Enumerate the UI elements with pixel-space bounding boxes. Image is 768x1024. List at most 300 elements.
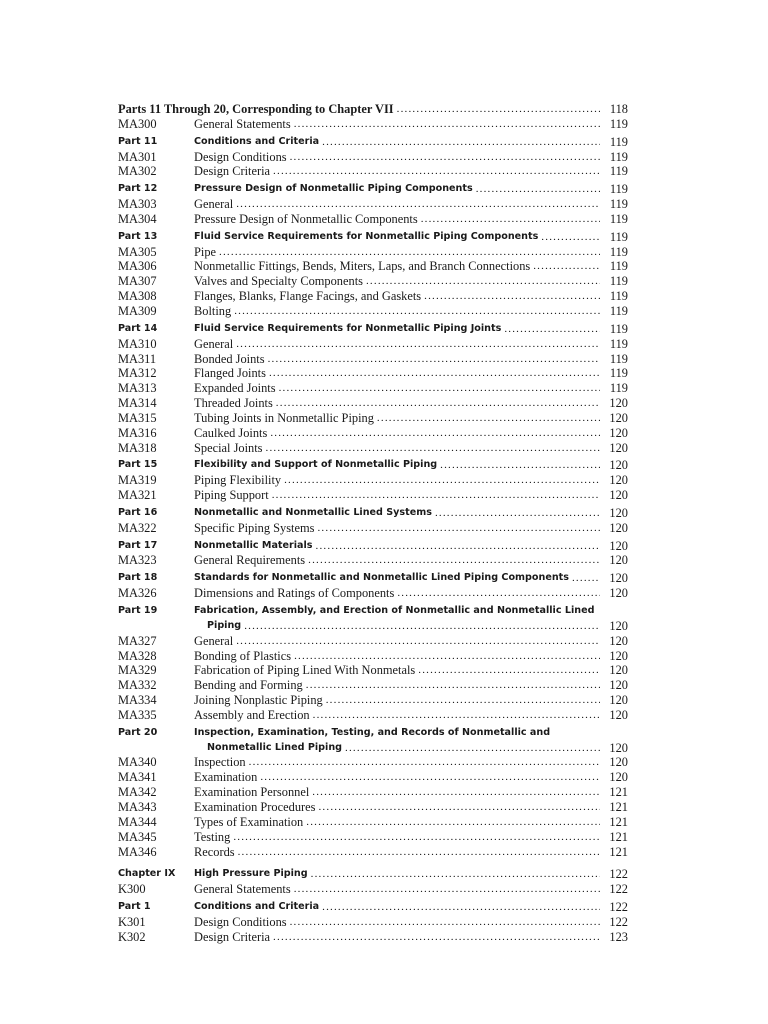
toc-title: Tubing Joints in Nonmetallic Piping (194, 410, 374, 425)
dot-leader (290, 150, 600, 165)
toc-title: Bonding of Plastics (194, 648, 292, 663)
toc-title-wrap (194, 337, 600, 352)
toc-code: MA322 (118, 520, 157, 535)
table-of-contents (118, 102, 628, 945)
toc-title: High Pressure Piping (194, 868, 308, 880)
toc-page-number: 120 (609, 755, 628, 770)
dot-leader (397, 102, 600, 117)
toc-page-number: 119 (609, 336, 628, 351)
toc-page-number: 118 (609, 102, 628, 116)
toc-page-number: 119 (609, 182, 628, 197)
toc-title: Design Criteria (194, 164, 271, 179)
toc-code: MA335 (118, 707, 157, 722)
dot-leader (273, 164, 600, 179)
toc-title: Expanded Joints (194, 381, 276, 396)
toc-code: MA332 (118, 678, 157, 693)
toc-title-wrap (194, 381, 600, 396)
toc-page-number: 122 (609, 867, 628, 882)
toc-title-wrap (194, 164, 600, 179)
toc-entry (118, 396, 628, 411)
toc-entry (118, 426, 628, 441)
toc-title-wrap (194, 322, 600, 337)
toc-title: Pipe (194, 244, 217, 259)
toc-title: Flanges, Blanks, Flange Facings, and Gaskets (194, 289, 422, 304)
toc-entry (118, 830, 628, 845)
toc-title: General Statements (194, 882, 291, 897)
dot-leader (421, 212, 600, 227)
toc-title-wrap (207, 619, 600, 634)
dot-leader (440, 458, 600, 473)
toc-title-wrap (194, 693, 600, 708)
toc-title-wrap (194, 135, 600, 150)
toc-page-number: 120 (609, 440, 628, 455)
toc-page-number: 120 (609, 633, 628, 648)
toc-title: Joining Nonplastic Piping (194, 693, 323, 708)
toc-title: Assembly and Erection (194, 707, 310, 722)
toc-title-wrap (194, 882, 600, 897)
dot-leader (269, 366, 600, 381)
toc-page-number: 120 (609, 410, 628, 425)
toc-title: Nonmetallic Fittings, Bends, Miters, Laps, and Branch Connections (194, 259, 531, 274)
toc-code: Part 13 (118, 230, 158, 242)
toc-entry (118, 755, 628, 770)
toc-page-number: 122 (609, 900, 628, 915)
toc-part-heading (118, 867, 628, 882)
toc-part-heading (118, 900, 628, 915)
dot-leader (294, 649, 600, 664)
toc-part-heading (118, 726, 628, 741)
toc-title-wrap (194, 289, 600, 304)
toc-code: Part 17 (118, 539, 158, 551)
toc-title-wrap (194, 197, 600, 212)
toc-entry (118, 693, 628, 708)
dot-leader (290, 915, 600, 930)
dot-leader (270, 426, 600, 441)
toc-page-number: 119 (609, 366, 628, 381)
dot-leader (435, 506, 600, 521)
toc-entry (118, 586, 628, 601)
toc-page-number: 120 (609, 693, 628, 708)
toc-code: MA328 (118, 648, 157, 663)
dot-leader (312, 785, 600, 800)
toc-title: Examination (194, 770, 258, 785)
toc-title-wrap (194, 604, 600, 619)
toc-title: Inspection, Examination, Testing, and Records of Nonmetallic and (194, 726, 551, 738)
toc-page-number: 119 (609, 321, 628, 336)
toc-code: MA309 (118, 303, 157, 318)
toc-page-number: 121 (609, 785, 628, 800)
toc-part-heading (118, 135, 628, 150)
toc-title-wrap (194, 915, 600, 930)
toc-code: Part 14 (118, 322, 158, 334)
toc-page-number: 119 (609, 211, 628, 226)
toc-title: Piping (207, 619, 242, 631)
toc-code: MA344 (118, 814, 157, 829)
toc-code: Part 12 (118, 183, 158, 195)
toc-page-number: 121 (609, 844, 628, 859)
dot-leader (504, 322, 600, 337)
toc-entry (118, 381, 628, 396)
toc-title-wrap (194, 245, 600, 260)
dot-leader (306, 815, 600, 830)
toc-title: Design Conditions (194, 914, 287, 929)
toc-part-heading (118, 604, 628, 619)
toc-code: MA329 (118, 663, 157, 678)
dot-leader (326, 693, 600, 708)
toc-code: K300 (118, 882, 146, 897)
toc-title-wrap (194, 182, 600, 197)
toc-title-wrap (207, 741, 600, 756)
toc-entry (118, 930, 628, 945)
toc-page-number: 120 (609, 396, 628, 411)
toc-title-wrap (194, 150, 600, 165)
toc-title: Piping Support (194, 488, 269, 503)
toc-code: MA310 (118, 336, 157, 351)
toc-title-wrap (194, 441, 600, 456)
toc-title-wrap (194, 396, 600, 411)
toc-title: General (194, 633, 234, 648)
toc-title-wrap (194, 458, 600, 473)
toc-title: Dimensions and Ratings of Components (194, 586, 395, 601)
toc-title-wrap (194, 785, 600, 800)
toc-page-number: 120 (609, 488, 628, 503)
toc-page-number: 119 (609, 244, 628, 259)
toc-title: Design Conditions (194, 149, 287, 164)
toc-title-wrap (194, 539, 600, 554)
toc-code: MA305 (118, 244, 157, 259)
toc-title: Pressure Design of Nonmetallic Piping Components (194, 183, 473, 195)
toc-page-number: 120 (609, 520, 628, 535)
toc-title: Nonmetallic Materials (194, 539, 313, 551)
toc-code: MA343 (118, 799, 157, 814)
dot-leader (234, 304, 600, 319)
dot-leader (266, 441, 601, 456)
toc-entry (118, 815, 628, 830)
dot-leader (236, 197, 600, 212)
toc-code: Part 20 (118, 726, 158, 738)
toc-title-wrap (194, 930, 600, 945)
toc-page-number: 122 (609, 914, 628, 929)
toc-page-number: 119 (609, 197, 628, 212)
toc-page-number: 120 (609, 707, 628, 722)
toc-title-wrap (194, 663, 600, 678)
toc-part-heading (118, 458, 628, 473)
toc-code: Part 1 (118, 901, 151, 913)
toc-title-wrap (194, 521, 600, 536)
toc-title: Parts 11 Through 20, Corresponding to Chapter VII (118, 102, 394, 116)
toc-code: MA319 (118, 473, 157, 488)
toc-title: General Requirements (194, 553, 306, 568)
toc-entry (118, 150, 628, 165)
toc-title-wrap (194, 800, 600, 815)
toc-page-number: 120 (609, 648, 628, 663)
toc-title: Inspection (194, 755, 246, 770)
toc-title: Examination Personnel (194, 785, 310, 800)
toc-entry (118, 197, 628, 212)
toc-title: Flanged Joints (194, 366, 266, 381)
toc-page-number: 123 (609, 929, 628, 944)
toc-code: MA341 (118, 770, 157, 785)
dot-leader (276, 396, 600, 411)
toc-title: General (194, 197, 234, 212)
toc-page-number: 119 (609, 289, 628, 304)
toc-page-number: 119 (609, 381, 628, 396)
toc-title-wrap (194, 212, 600, 227)
toc-page-number: 120 (609, 473, 628, 488)
dot-leader (313, 708, 600, 723)
dot-leader (418, 663, 600, 678)
toc-title-wrap (194, 649, 600, 664)
toc-title: Nonmetallic Lined Piping (207, 741, 343, 753)
toc-code: MA304 (118, 211, 157, 226)
dot-leader (279, 381, 600, 396)
toc-entry (118, 259, 628, 274)
dot-leader (345, 741, 600, 756)
toc-page-number: 120 (609, 538, 628, 553)
toc-entry (118, 882, 628, 897)
dot-leader (322, 900, 600, 915)
toc-entry (118, 441, 628, 456)
toc-page-number: 121 (609, 814, 628, 829)
toc-title-wrap (194, 586, 600, 601)
toc-page-number: 120 (609, 458, 628, 473)
toc-entry (118, 289, 628, 304)
toc-page-number: 120 (609, 740, 628, 755)
toc-title: Bonded Joints (194, 351, 265, 366)
toc-title: Design Criteria (194, 929, 271, 944)
toc-entry (118, 245, 628, 260)
toc-title-wrap (194, 230, 600, 245)
toc-title: Specific Piping Systems (194, 520, 315, 535)
toc-code: Part 16 (118, 506, 158, 518)
toc-title-wrap (194, 845, 600, 860)
toc-part-heading (118, 619, 628, 634)
toc-page-number: 120 (609, 586, 628, 601)
toc-code: MA312 (118, 366, 157, 381)
dot-leader (294, 882, 600, 897)
dot-leader (236, 634, 600, 649)
toc-title-wrap (194, 304, 600, 319)
toc-title: Fluid Service Requirements for Nonmetallic Piping Components (194, 230, 539, 242)
toc-entry (118, 274, 628, 289)
toc-code: MA316 (118, 425, 157, 440)
toc-code: MA323 (118, 553, 157, 568)
dot-leader (533, 259, 600, 274)
toc-title-wrap (194, 900, 600, 915)
toc-title: Threaded Joints (194, 396, 273, 411)
toc-code: Part 11 (118, 135, 158, 147)
dot-leader (424, 289, 600, 304)
toc-title: Nonmetallic and Nonmetallic Lined Systems (194, 506, 432, 518)
dot-leader (236, 337, 600, 352)
dot-leader (233, 830, 600, 845)
dot-leader (316, 539, 600, 554)
toc-title: Conditions and Criteria (194, 135, 320, 147)
toc-title-wrap (194, 678, 600, 693)
toc-page-number: 122 (609, 882, 628, 897)
toc-page-number: 119 (609, 274, 628, 289)
toc-title: Fabrication of Piping Lined With Nonmetals (194, 663, 416, 678)
dot-leader (249, 755, 600, 770)
dot-leader (260, 770, 600, 785)
toc-entry (118, 366, 628, 381)
toc-entry (118, 212, 628, 227)
toc-title-wrap (118, 102, 600, 117)
toc-code: MA308 (118, 289, 157, 304)
toc-part-heading (118, 506, 628, 521)
toc-page-number: 120 (609, 553, 628, 568)
toc-page-number: 119 (609, 149, 628, 164)
dot-leader (268, 352, 600, 367)
toc-entry (118, 800, 628, 815)
toc-part-heading (118, 322, 628, 337)
toc-page-number: 119 (609, 259, 628, 274)
dot-leader (317, 521, 600, 536)
dot-leader (294, 117, 600, 132)
toc-entry (118, 553, 628, 568)
toc-title: General Statements (194, 116, 291, 131)
toc-title-wrap (194, 815, 600, 830)
toc-title-wrap (194, 473, 600, 488)
dot-leader (541, 230, 600, 245)
toc-code: MA313 (118, 381, 157, 396)
toc-entry (118, 845, 628, 860)
toc-code: Chapter IX (118, 868, 176, 880)
toc-page-number: 120 (609, 505, 628, 520)
dot-leader (476, 182, 600, 197)
toc-entry (118, 411, 628, 426)
dot-leader (219, 245, 600, 260)
toc-code: MA314 (118, 396, 157, 411)
toc-title-wrap (194, 553, 600, 568)
toc-page-number: 120 (609, 663, 628, 678)
toc-title: Caulked Joints (194, 425, 268, 440)
toc-page-number: 120 (609, 425, 628, 440)
toc-entry (118, 337, 628, 352)
toc-entry (118, 770, 628, 785)
toc-title-wrap (194, 634, 600, 649)
toc-page-number: 120 (609, 571, 628, 586)
toc-title: Bending and Forming (194, 678, 303, 693)
dot-leader (311, 867, 600, 882)
toc-part-heading (118, 571, 628, 586)
dot-leader (272, 488, 600, 503)
toc-title: Testing (194, 829, 231, 844)
toc-title-wrap (194, 867, 600, 882)
toc-title-wrap (194, 571, 600, 586)
toc-code: K302 (118, 929, 146, 944)
dot-leader (597, 604, 600, 619)
toc-entry (118, 785, 628, 800)
toc-title: Flexibility and Support of Nonmetallic Piping (194, 459, 438, 471)
toc-entry (118, 352, 628, 367)
dot-leader (322, 135, 600, 150)
toc-title-wrap (194, 426, 600, 441)
dot-leader (308, 553, 600, 568)
toc-part-heading (118, 182, 628, 197)
toc-code: MA327 (118, 633, 157, 648)
toc-code: MA326 (118, 586, 157, 601)
toc-title-wrap (194, 708, 600, 723)
toc-page-number: 120 (609, 678, 628, 693)
toc-entry (118, 304, 628, 319)
toc-title: Valves and Specialty Components (194, 274, 363, 289)
toc-code: Part 15 (118, 459, 158, 471)
toc-entry (118, 521, 628, 536)
toc-entry (118, 663, 628, 678)
toc-part-heading (118, 230, 628, 245)
toc-title: Types of Examination (194, 814, 304, 829)
toc-page-number: 121 (609, 799, 628, 814)
toc-title: Fluid Service Requirements for Nonmetallic Piping Joints (194, 322, 502, 334)
toc-code: Part 19 (118, 605, 158, 616)
toc-code: MA302 (118, 164, 157, 179)
dot-leader (366, 274, 600, 289)
toc-entry (118, 164, 628, 179)
toc-title: Bolting (194, 303, 232, 318)
toc-page-number: 119 (609, 229, 628, 244)
toc-title-wrap (194, 770, 600, 785)
toc-title-wrap (194, 411, 600, 426)
toc-part-heading (118, 741, 628, 756)
toc-title: General (194, 336, 234, 351)
dot-leader (397, 586, 600, 601)
toc-page-number: 121 (609, 829, 628, 844)
toc-title: Piping Flexibility (194, 473, 282, 488)
toc-code: MA311 (118, 351, 157, 366)
toc-title: Standards for Nonmetallic and Nonmetallic Lined Piping Components (194, 572, 569, 584)
toc-page-number: 119 (609, 351, 628, 366)
toc-title: Fabrication, Assembly, and Erection of Nonmetallic and Nonmetallic Lined (194, 605, 595, 616)
toc-entry (118, 915, 628, 930)
toc-code: MA345 (118, 829, 157, 844)
toc-entry (118, 649, 628, 664)
dot-leader (244, 619, 600, 634)
toc-code: MA301 (118, 149, 157, 164)
dot-leader (318, 800, 600, 815)
toc-entry (118, 117, 628, 132)
toc-page-number: 119 (609, 164, 628, 179)
toc-page-number: 120 (609, 618, 628, 633)
toc-title-wrap (194, 366, 600, 381)
toc-title-wrap (194, 117, 600, 132)
toc-code: MA306 (118, 259, 157, 274)
toc-entry (118, 473, 628, 488)
toc-code: MA303 (118, 197, 157, 212)
toc-title-wrap (194, 352, 600, 367)
toc-title: Conditions and Criteria (194, 901, 320, 913)
toc-entry (118, 634, 628, 649)
toc-title-wrap (194, 830, 600, 845)
toc-title: Special Joints (194, 440, 263, 455)
toc-page-number: 119 (609, 134, 628, 149)
toc-entry (118, 488, 628, 503)
toc-title: Records (194, 844, 235, 859)
toc-entry (118, 678, 628, 693)
toc-section-heading (118, 102, 628, 117)
dot-leader (553, 726, 600, 741)
toc-code: MA315 (118, 410, 157, 425)
toc-title-wrap (194, 274, 600, 289)
toc-title-wrap (194, 726, 600, 741)
toc-page-number: 119 (609, 303, 628, 318)
toc-code: MA307 (118, 274, 157, 289)
toc-code: MA342 (118, 785, 157, 800)
toc-code: MA318 (118, 440, 157, 455)
toc-entry (118, 708, 628, 723)
toc-code: MA340 (118, 755, 157, 770)
dot-leader (377, 411, 600, 426)
